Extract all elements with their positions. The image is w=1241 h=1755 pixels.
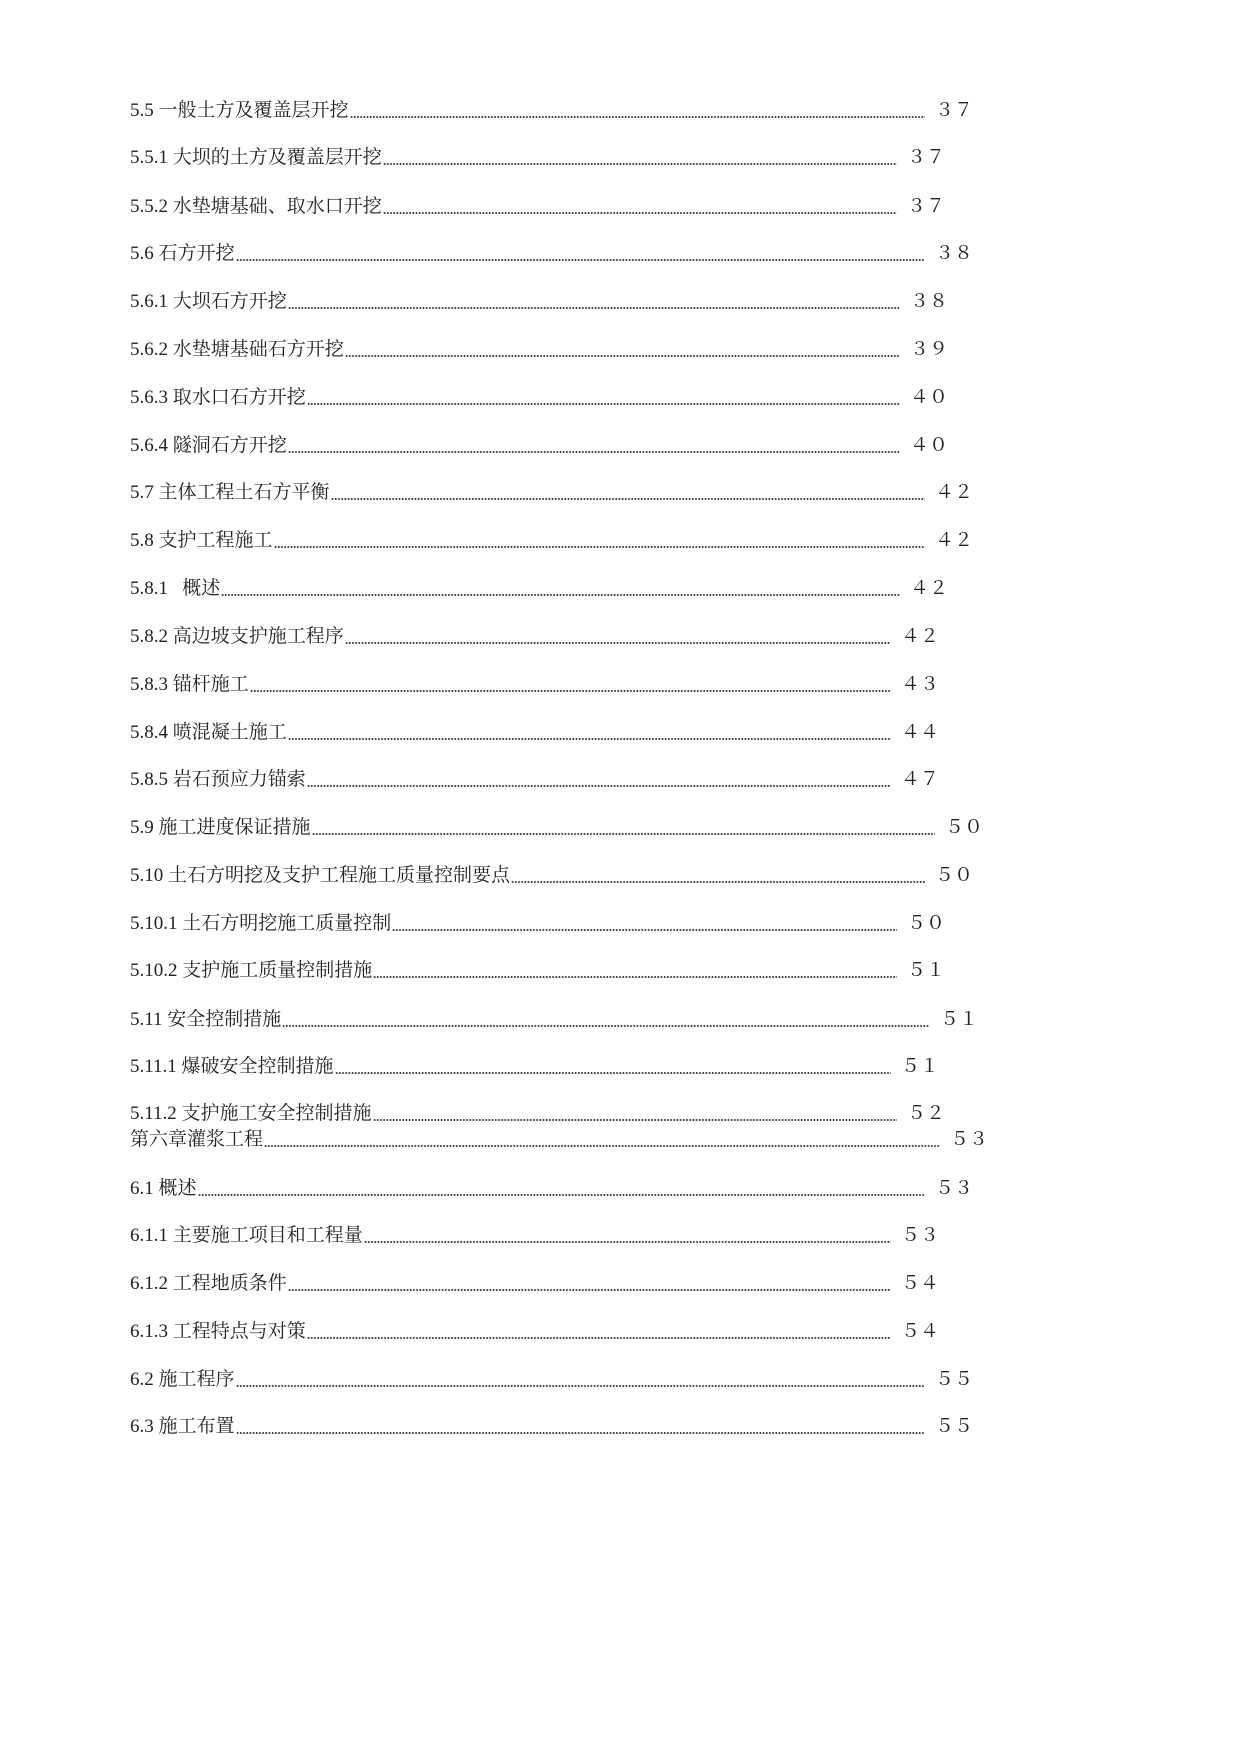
toc-entry xyxy=(130,1368,974,1392)
toc-entry-page-number: ５０ xyxy=(935,865,974,886)
toc-entry xyxy=(130,290,949,314)
toc-entry-title: 6.1.2 工程地质条件 xyxy=(130,1273,287,1294)
toc-entry-page-number: ３７ xyxy=(935,100,974,121)
dot-leader xyxy=(307,1337,891,1339)
toc-entry-page-number: ４２ xyxy=(901,626,940,647)
toc-entry-page-number: ４２ xyxy=(935,530,974,551)
toc-entry-page-number: ３７ xyxy=(907,147,946,168)
toc-entry xyxy=(130,1415,974,1439)
toc-entry xyxy=(130,721,940,745)
dot-leader xyxy=(274,546,925,548)
dot-leader xyxy=(236,1385,925,1387)
toc-entry-title: 第六章灌浆工程 xyxy=(130,1129,264,1150)
toc-entry xyxy=(130,242,974,266)
toc-entry-title: 6.1 概述 xyxy=(130,1178,197,1199)
toc-entry-page-number: ４４ xyxy=(901,722,940,743)
dot-leader xyxy=(198,1194,925,1196)
toc-entry-title: 6.1.1 主要施工项目和工程量 xyxy=(130,1225,363,1246)
toc-entry-title: 5.5 一般土方及覆盖层开挖 xyxy=(130,100,349,121)
toc-entry-title: 5.6.2 水垫塘基础石方开挖 xyxy=(130,339,344,360)
toc-entry xyxy=(130,959,946,983)
toc-entry-page-number: ４０ xyxy=(910,387,949,408)
dot-leader xyxy=(345,642,891,644)
dot-leader xyxy=(383,163,897,165)
toc-entry-title: 5.10 土石方明挖及支护工程施工质量控制要点 xyxy=(130,865,511,886)
toc-entry xyxy=(130,577,949,601)
dot-leader xyxy=(288,738,891,740)
toc-entry-page-number: ４７ xyxy=(901,769,940,790)
toc-entry-page-number: ３８ xyxy=(935,243,974,264)
toc-entry xyxy=(130,434,949,458)
toc-entry-title: 5.8.5 岩石预应力锚索 xyxy=(130,769,306,790)
toc-entry xyxy=(130,1055,940,1079)
toc-entry-title: 5.6.3 取水口石方开挖 xyxy=(130,387,306,408)
toc-entry-title: 5.10.1 土石方明挖施工质量控制 xyxy=(130,913,392,934)
toc-entry-title: 5.8 支护工程施工 xyxy=(130,530,273,551)
toc-entry-page-number: ５４ xyxy=(901,1273,940,1294)
toc-entry-page-number: ５４ xyxy=(901,1321,940,1342)
toc-entry-title: 5.6.1 大坝石方开挖 xyxy=(130,291,287,312)
toc-entry-page-number: ５５ xyxy=(935,1369,974,1390)
toc-entry-page-number: ４３ xyxy=(901,674,940,695)
dot-leader xyxy=(236,1432,925,1434)
toc-entry xyxy=(130,1177,974,1201)
dot-leader xyxy=(511,881,925,883)
toc-entry-title: 6.3 施工布置 xyxy=(130,1416,235,1437)
dot-leader xyxy=(288,451,900,453)
dot-leader xyxy=(250,690,891,692)
dot-leader xyxy=(345,355,900,357)
toc-entry xyxy=(130,99,974,123)
toc-entry xyxy=(130,1272,940,1296)
toc-entry xyxy=(130,912,946,936)
toc-entry-title: 5.10.2 支护施工质量控制措施 xyxy=(130,960,373,981)
dot-leader xyxy=(383,212,897,214)
toc-entry-page-number: ５３ xyxy=(935,1178,974,1199)
toc-entry-page-number: ５３ xyxy=(901,1225,940,1246)
toc-chapter-entry xyxy=(130,1128,989,1152)
toc-entry-title: 5.5.2 水垫塘基础、取水口开挖 xyxy=(130,196,382,217)
dot-leader xyxy=(264,1145,940,1147)
toc-entry-page-number: ３９ xyxy=(910,339,949,360)
toc-entry xyxy=(130,146,946,170)
toc-entry-title: 5.11 安全控制措施 xyxy=(130,1009,282,1030)
toc-entry xyxy=(130,673,940,697)
toc-entry xyxy=(130,195,946,219)
toc-entry-page-number: ５０ xyxy=(945,817,984,838)
toc-entry-page-number: ５０ xyxy=(907,913,946,934)
toc-entry-title: 5.8.1 概述 xyxy=(130,578,221,599)
dot-leader xyxy=(392,929,897,931)
dot-leader xyxy=(307,403,900,405)
toc-entry xyxy=(130,481,974,505)
toc-entry xyxy=(130,338,949,362)
toc-entry-page-number: ５１ xyxy=(907,960,946,981)
toc-entry-title: 5.11.1 爆破安全控制措施 xyxy=(130,1056,334,1077)
toc-entry-title: 6.1.3 工程特点与对策 xyxy=(130,1321,306,1342)
toc-entry-title: 5.8.4 喷混凝土施工 xyxy=(130,722,287,743)
dot-leader xyxy=(288,1289,891,1291)
dot-leader xyxy=(312,833,935,835)
toc-entry-title: 5.11.2 支护施工安全控制措施 xyxy=(130,1103,372,1124)
toc-entry xyxy=(130,1320,940,1344)
toc-entry xyxy=(130,1008,979,1032)
dot-leader xyxy=(350,116,925,118)
toc-entry-page-number: ５１ xyxy=(901,1056,940,1077)
toc-entry-title: 5.9 施工进度保证措施 xyxy=(130,817,311,838)
toc-entry-title: 5.6.4 隧洞石方开挖 xyxy=(130,435,287,456)
dot-leader xyxy=(364,1241,891,1243)
toc-entry-page-number: ３８ xyxy=(910,291,949,312)
toc-entry xyxy=(130,864,974,888)
toc-entry-page-number: ４２ xyxy=(910,578,949,599)
toc-entry-title: 5.7 主体工程土石方平衡 xyxy=(130,482,330,503)
toc-entry-title: 5.5.1 大坝的土方及覆盖层开挖 xyxy=(130,147,382,168)
toc-entry-title: 5.8.2 高边坡支护施工程序 xyxy=(130,626,344,647)
toc-entry xyxy=(130,625,940,649)
toc-entry-page-number: ５５ xyxy=(935,1416,974,1437)
dot-leader xyxy=(282,1025,930,1027)
toc-entry-page-number: ４２ xyxy=(935,482,974,503)
toc-entry xyxy=(130,1102,946,1126)
dot-leader xyxy=(373,1119,897,1121)
dot-leader xyxy=(335,1072,891,1074)
toc-entry xyxy=(130,816,984,840)
toc-entry-page-number: ４０ xyxy=(910,435,949,456)
toc-entry xyxy=(130,386,949,410)
toc-entry-page-number: ５１ xyxy=(940,1009,979,1030)
toc-entry-page-number: ５２ xyxy=(907,1103,946,1124)
toc-entry-title: 5.6 石方开挖 xyxy=(130,243,235,264)
toc-entry-page-number: ３７ xyxy=(907,196,946,217)
toc-entry-title: 5.8.3 锚杆施工 xyxy=(130,674,249,695)
toc-entry-page-number: ５３ xyxy=(950,1129,989,1150)
dot-leader xyxy=(288,307,900,309)
toc-entry-title: 6.2 施工程序 xyxy=(130,1369,235,1390)
toc-entry xyxy=(130,768,940,792)
dot-leader xyxy=(221,594,900,596)
toc-entry xyxy=(130,529,974,553)
toc-entry xyxy=(130,1224,940,1248)
dot-leader xyxy=(373,976,897,978)
dot-leader xyxy=(307,785,891,787)
dot-leader xyxy=(236,259,925,261)
dot-leader xyxy=(331,498,925,500)
